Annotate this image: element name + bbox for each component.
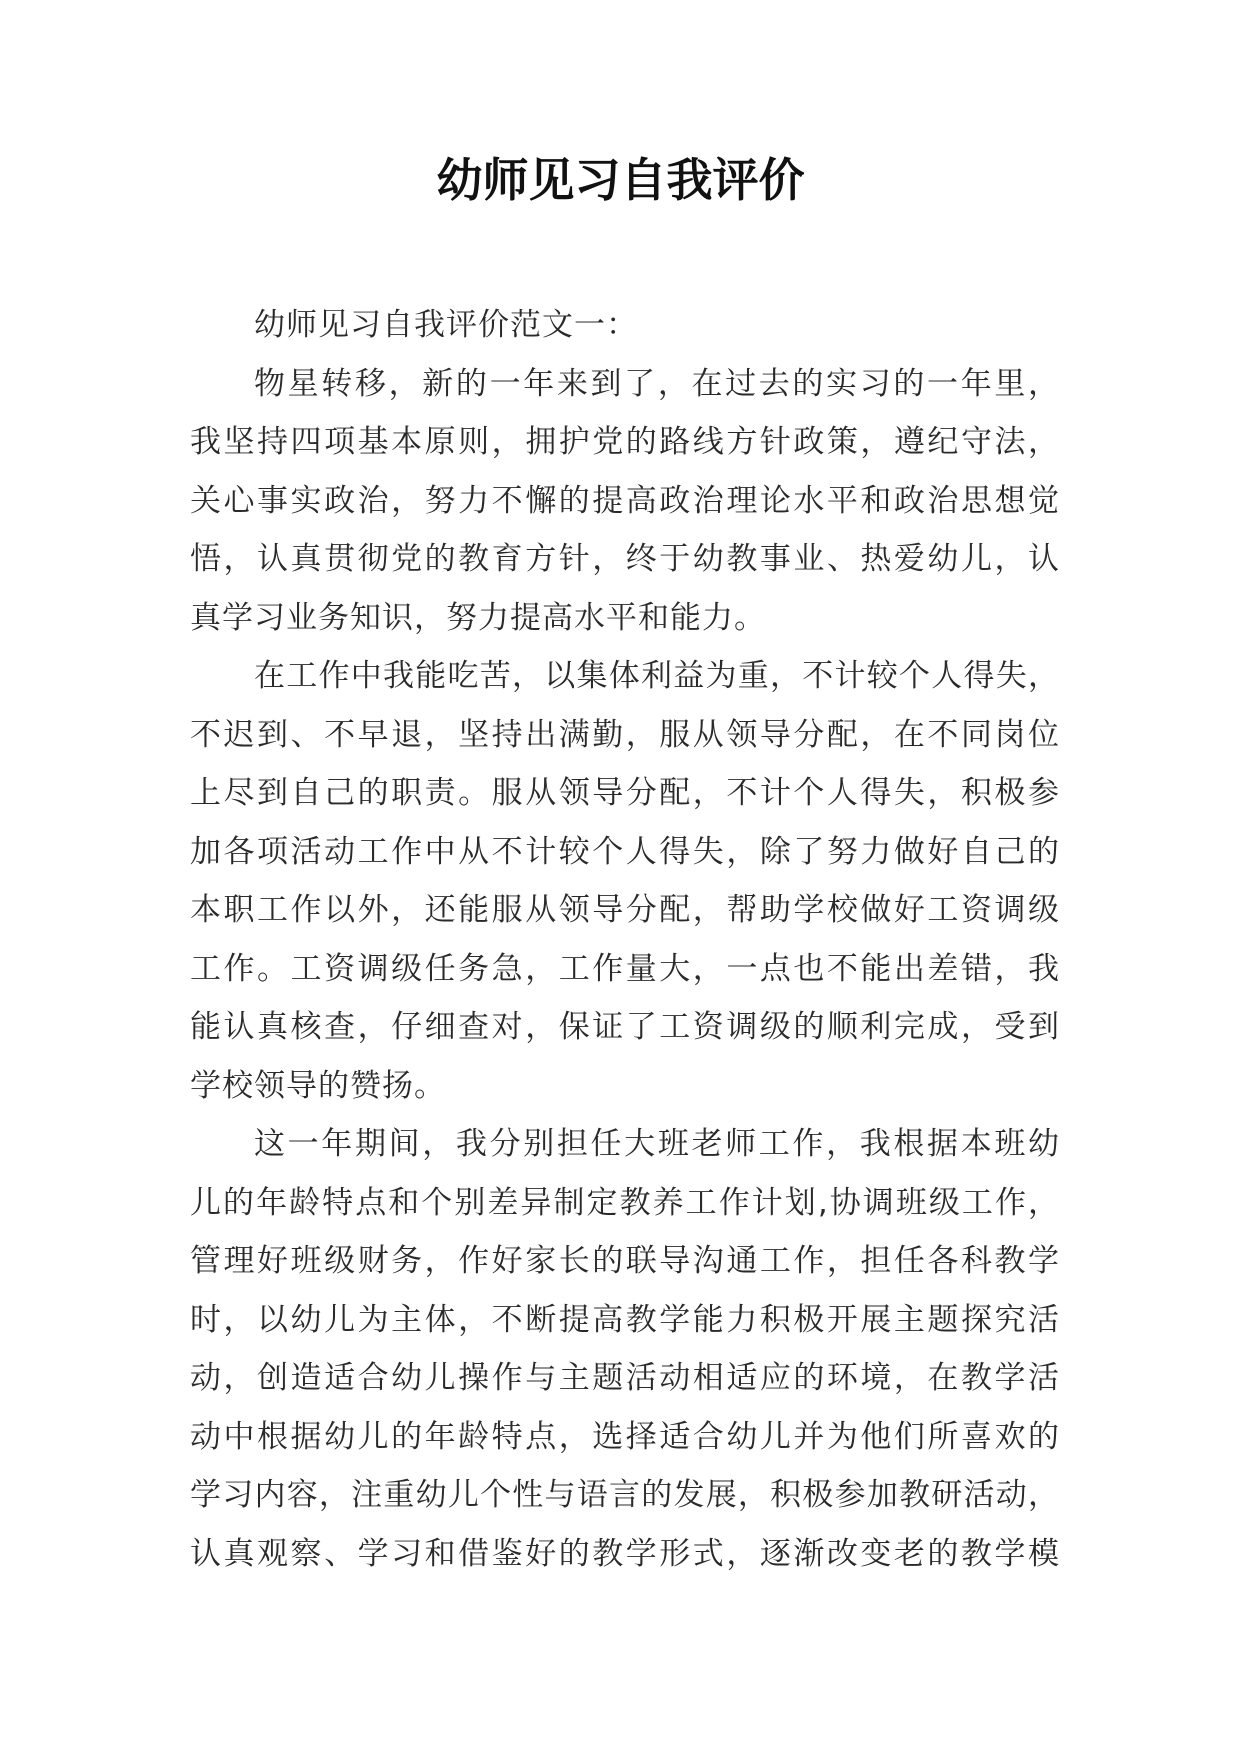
section-heading: 幼师见习自我评价范文一： <box>254 307 638 343</box>
paragraph-line: 工作。工资调级任务急，工作量大，一点也不能出差错，我 <box>190 950 1060 987</box>
paragraph-line: 不迟到、不早退，坚持出满勤，服从领导分配，在不同岗位 <box>190 716 1060 753</box>
document-title: 幼师见习自我评价 <box>436 153 805 207</box>
paragraph-line: 关心事实政治，努力不懈的提高政治理论水平和政治思想觉 <box>190 482 1060 519</box>
paragraph-line: 动中根据幼儿的年龄特点，选择适合幼儿并为他们所喜欢的 <box>190 1418 1060 1455</box>
paragraph-line: 我坚持四项基本原则，拥护党的路线方针政策，遵纪守法， <box>190 424 1060 460</box>
paragraph-line: 管理好班级财务，作好家长的联导沟通工作，担任各科教学 <box>190 1243 1060 1279</box>
paragraph-line: 认真观察、学习和借鉴好的教学形式，逐渐改变老的教学模 <box>190 1535 1060 1572</box>
paragraph-line: 能认真核查，仔细查对，保证了工资调级的顺利完成，受到 <box>190 1009 1060 1045</box>
paragraph-line: 这一年期间，我分别担任大班老师工作，我根据本班幼 <box>254 1126 1060 1162</box>
paragraph-line: 物星转移，新的一年来到了，在过去的实习的一年里， <box>254 365 1060 402</box>
document-body <box>190 296 1060 1583</box>
paragraph-line: 真学习业务知识，努力提高水平和能力。 <box>190 599 766 636</box>
paragraph-line: 加各项活动工作中从不计较个人得失，除了努力做好自己的 <box>190 833 1060 870</box>
paragraph-line: 在工作中我能吃苦，以集体利益为重，不计较个人得失， <box>254 658 1060 694</box>
paragraph-1 <box>190 355 1060 648</box>
paragraph-3 <box>190 1115 1060 1583</box>
paragraph-line: 本职工作以外，还能服从领导分配，帮助学校做好工资调级 <box>190 892 1060 928</box>
paragraph-line: 动，创造适合幼儿操作与主题活动相适应的环境，在教学活 <box>190 1360 1060 1396</box>
paragraph-line: 上尽到自己的职责。服从领导分配，不计个人得失，积极参 <box>190 775 1060 811</box>
paragraph-line: 学习内容，注重幼儿个性与语言的发展，积极参加教研活动， <box>190 1477 1060 1513</box>
paragraph-line: 儿的年龄特点和个别差异制定教养工作计划,协调班级工作， <box>190 1184 1060 1221</box>
paragraph-line: 时，以幼儿为主体，不断提高教学能力积极开展主题探究活 <box>190 1301 1060 1338</box>
paragraph-line: 学校领导的赞扬。 <box>190 1067 446 1104</box>
paragraph-line: 悟，认真贯彻党的教育方针，终于幼教事业、热爱幼儿，认 <box>190 541 1060 577</box>
paragraph-2 <box>190 647 1060 1115</box>
